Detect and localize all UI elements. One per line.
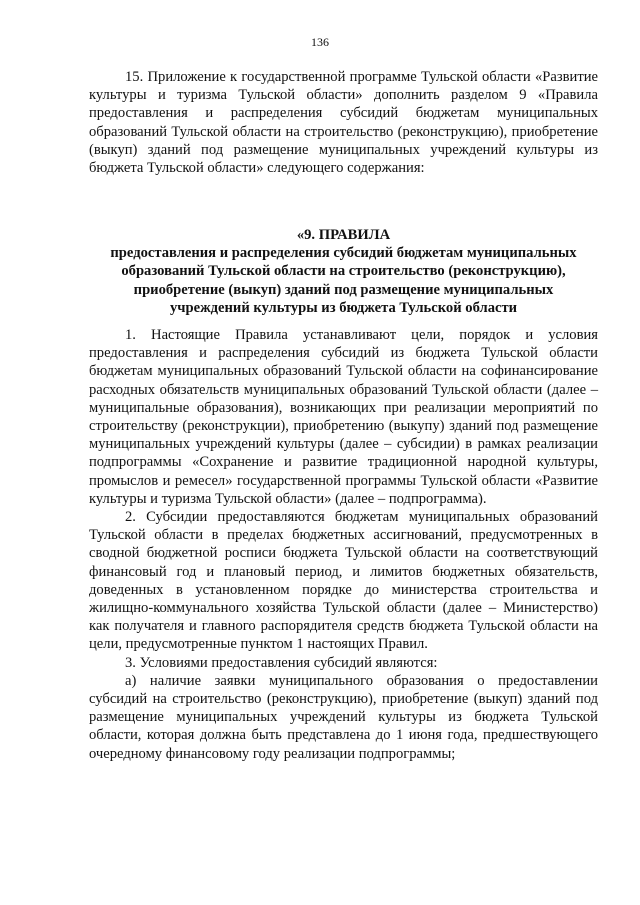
section-title: предоставления и распределения субсидий бюджетам муниципальных образований Тульской области на строительство (реконструкцию), приобретение (выкуп) зданий под размещение муниципальных учреждений культуры из бюджета Тульской области bbox=[110, 245, 577, 316]
section-heading bbox=[89, 226, 598, 317]
paragraph-3a: а) наличие заявки муниципального образования о предоставлении субсидий на строительство (реконструкцию), приобретение (выкуп) зданий под размещение муниципальных учреждений культуры из бюджета Тульской области, которая должна быть представлена до 1 июня года, предшествующего очередному финансовому году реализации подпрограммы; bbox=[89, 672, 598, 762]
intro-paragraph: 15. Приложение к государственной программе Тульской области «Развитие культуры и туризма Тульской области» дополнить разделом 9 «Правила предоставления и распределения субсидий бюджетам муниципальных образований Тульской области на строительство (реконструкцию), приобретение (выкуп) зданий под размещение муниципальных учреждений культуры из бюджета Тульской области» следующего содержания: bbox=[89, 69, 598, 177]
section-body bbox=[89, 326, 598, 763]
paragraph-2: 2. Субсидии предоставляются бюджетам муниципальных образований Тульской области в пределах бюджетных ассигнований, предусмотренных в сводной бюджетной росписи бюджета Тульской области на соответствующий финансовый год и плановый период, и лимитов бюджетных обязательств, доведенных в установленном порядке до министерства строительства и жилищно-коммунального хозяйства Тульской области (далее – Министерство) как получателя и главного распорядителя средств бюджета Тульской области на цели, предусмотренные пунктом 1 настоящих Правил. bbox=[89, 509, 598, 653]
section-number: «9. ПРАВИЛА bbox=[296, 227, 391, 243]
intro-block bbox=[89, 68, 598, 177]
paragraph-3: 3. Условиями предоставления субсидий являются: bbox=[125, 654, 438, 671]
paragraph-1: 1. Настоящие Правила устанавливают цели, порядок и условия предоставления и распределения субсидий из бюджета Тульской области бюджетам муниципальных образований Тульской области на софинансирование расходных обязательств муниципальных образований Тульской области (далее – муниципальные образования), возникающих при реализации мероприятий по строительству (реконструкции), приобретению (выкупу) зданий под размещение муниципальных учреждений культуры (далее – субсидии) в рамках реализации подпрограммы «Сохранение и развитие традиционной народной культуры, промыслов и ремесел» государственной программы Тульской области «Развитие культуры и туризма Тульской области» (далее – подпрограмма). bbox=[89, 327, 598, 507]
page-number: 136 bbox=[311, 35, 329, 49]
